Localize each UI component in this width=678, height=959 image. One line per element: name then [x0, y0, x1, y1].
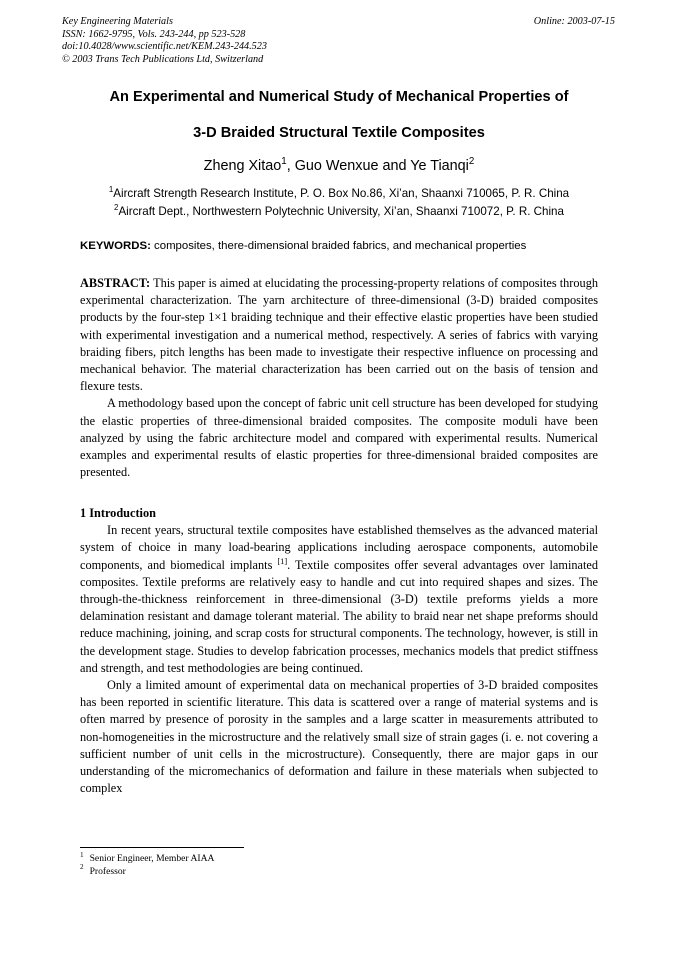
online-date: Online: 2003-07-15 — [533, 16, 615, 27]
paper-title-line-2: 3-D Braided Structural Textile Composites — [193, 125, 485, 141]
doi-line: doi:10.4028/www.scientific.net/KEM.243-244.523 — [62, 41, 267, 52]
abstract-paragraph — [80, 275, 598, 395]
author-names: , Guo Wenxue and Ye Tianqi — [286, 158, 469, 174]
affiliation-1 — [62, 186, 616, 201]
footnote-text: Senior Engineer, Member AIAA — [89, 853, 215, 864]
abstract-paragraph: A methodology based upon the concept of fabric unit cell structure has been developed for studying the elastic properties of three-dimensional braided composites. The composite moduli have been analyzed by using the fabric architecture model and compared with experimental results. Numerical examples and experimental results of elastic properties for three-dimensional braided composites are presented. — [80, 396, 598, 480]
abstract-label: ABSTRACT: — [80, 276, 151, 290]
introduction-section — [80, 505, 598, 797]
author-list — [62, 157, 616, 175]
footnote — [80, 863, 214, 879]
paragraph-text: In recent years, structural textile composites have established themselves as the advanced material system of choice in many load-bearing applications including aerospace components, automobile components, and biomedical implants — [80, 523, 598, 572]
abstract — [80, 275, 598, 481]
keywords-text: composites, there-dimensional braided fabrics, and mechanical properties — [150, 240, 527, 252]
abstract-text: This paper is aimed at elucidating the processing-property relations of composites through experimental characterization. The yarn architecture of three-dimensional (3-D) braided composites products by the four-step 1×1 braiding technique and their effective elastic properties have been studied with experimental investigation and a numerical method, respectively. A series of fabrics with varying braiding fibers, pitch lengths has been made to investigate their respective influence on processing and mechanical behavior. The material characterization has been carried out on the basis of tension and flexure tests. — [80, 276, 598, 394]
paragraph-text: . Textile composites offer several advantages over laminated composites. Textile preforms are relatively easy to handle and cut into required shapes and sizes. The through-the-thickness reinforcement in three-dimensional (3-D) textile preforms yields a more delamination resistant and damage tolerant material. The ability to braid near net shape preforms should reduce machining, joining, and scrap costs for structural components. The technology, however, is still in the development stage. Studies to develop fabrication processes, mechanics models that predict stiffness and strength, and test methodologies are being continued. — [80, 557, 598, 675]
footnote-text: Professor — [89, 865, 126, 877]
body-paragraph — [80, 522, 598, 677]
author-affiliation-mark: 2 — [468, 156, 475, 168]
affiliation-text: Aircraft Strength Research Institute, P. O. Box No.86, Xi’an, Shaanxi 710065, P. R. China — [113, 187, 570, 200]
paper-title-line-1: An Experimental and Numerical Study of Mechanical Properties of — [109, 89, 569, 105]
author-name: Zheng Xitao — [203, 158, 282, 174]
keywords — [80, 239, 600, 254]
body-paragraph: Only a limited amount of experimental data on mechanical properties of 3-D braided composites has been reported in scientific literature. This data is scattered over a range of material systems and is often marred by presence of porosity in the samples and a large scatter in measurements attributed to non-homogeneities in the microstructure and the relatively small size of strain gages (i. e. not covering a sufficient number of unit cells in the microstructure). Consequently, there are major gaps in our understanding of the micromechanics of deformation and failure in these materials when subjected to complex — [80, 678, 598, 796]
keywords-label: KEYWORDS: — [80, 240, 151, 252]
footnote-divider — [80, 847, 244, 848]
affiliation-2 — [62, 204, 616, 219]
footnote-mark: 1 — [80, 850, 84, 859]
author-affiliation-mark: 1 — [281, 156, 287, 168]
footnote — [80, 850, 215, 866]
copyright-line: © 2003 Trans Tech Publications Ltd, Switzerland — [62, 53, 264, 65]
affiliation-mark: 2 — [114, 203, 119, 213]
journal-name: Key Engineering Materials — [62, 16, 173, 27]
footnote-mark: 2 — [80, 863, 84, 872]
section-heading: 1 Introduction — [80, 506, 156, 520]
publication-info — [62, 16, 267, 66]
affiliation-text: Aircraft Dept., Northwestern Polytechnic University, Xi’an, Shaanxi 710072, P. R. China — [118, 205, 564, 218]
affiliation-mark: 1 — [108, 185, 114, 195]
issn-line: ISSN: 1662-9795, Vols. 243-244, pp 523-528 — [62, 28, 246, 40]
citation-ref: [1] — [277, 556, 288, 566]
footnotes — [80, 850, 215, 878]
